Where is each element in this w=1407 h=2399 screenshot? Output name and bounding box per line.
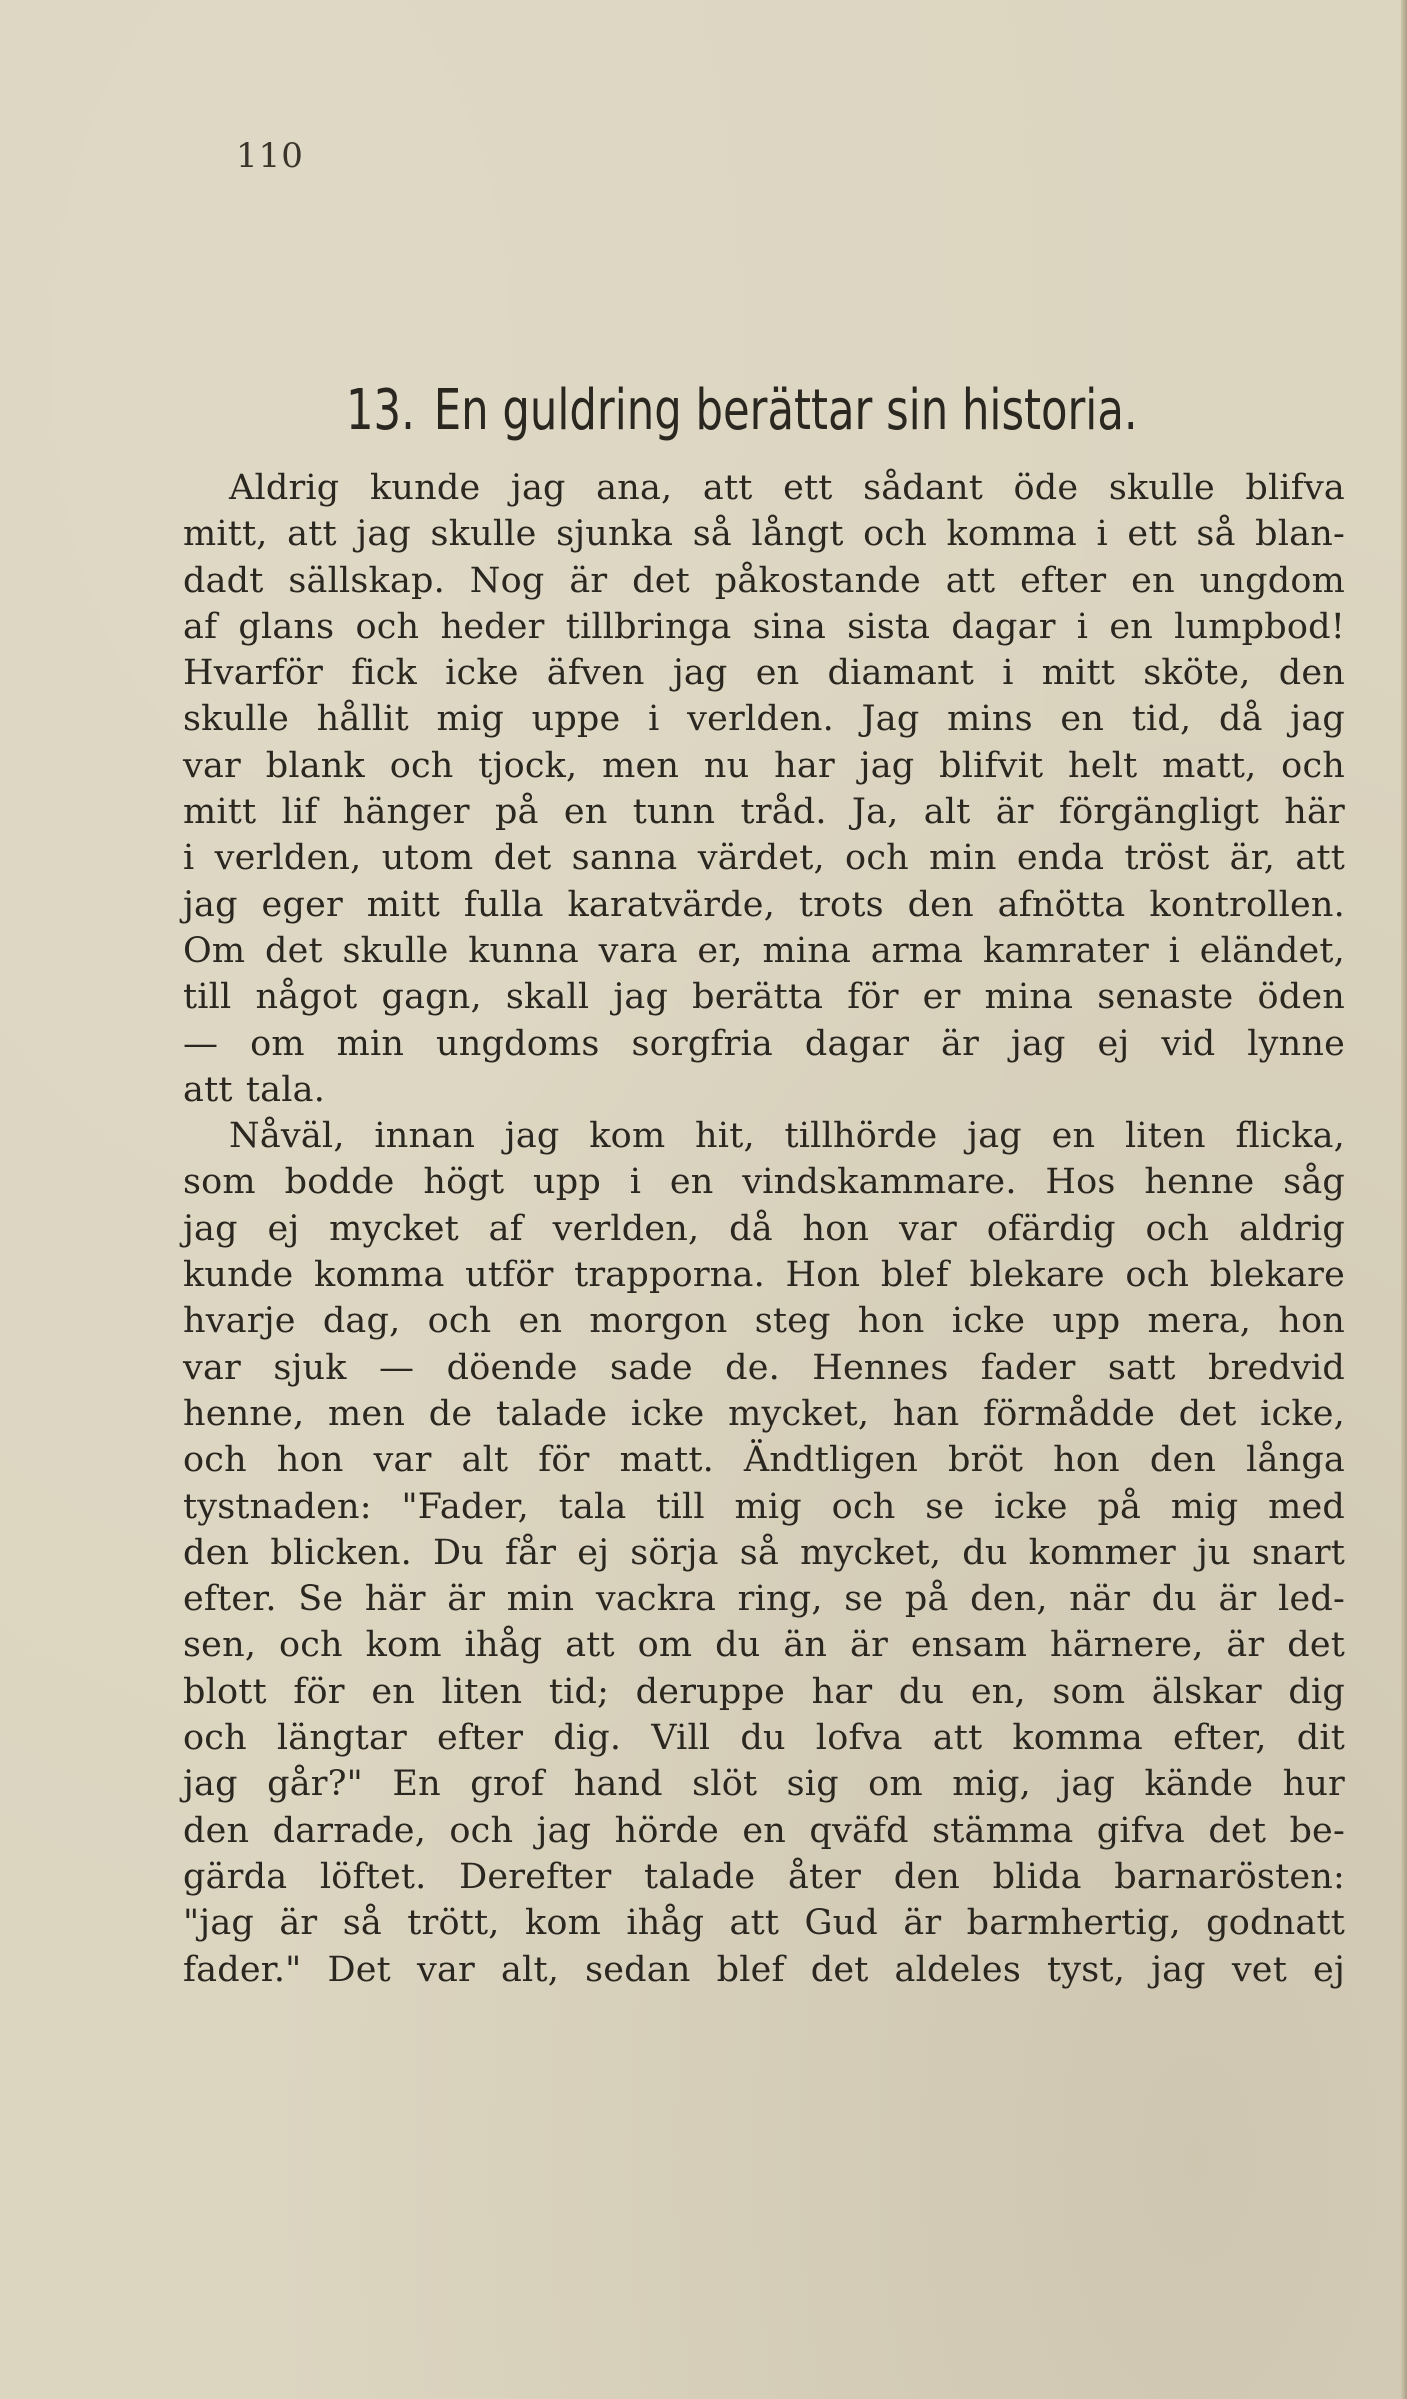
paragraph-2 (183, 1113, 1345, 1993)
text-line: den blicken. Du får ej sörja så mycket, du kommer ju snart (183, 1532, 1345, 1573)
text-line: henne, men de talade icke mycket, han förmådde det icke, (183, 1393, 1345, 1434)
text-line: var blank och tjock, men nu har jag blifvit helt matt, och (183, 745, 1345, 786)
body-text (183, 465, 1345, 1993)
text-line: dadt sällskap. Nog är det påkostande att efter en ungdom (183, 560, 1345, 601)
chapter-number: 13. (346, 378, 415, 443)
text-line: hvarje dag, och en morgon steg hon icke upp mera, hon (183, 1301, 1345, 1342)
page-edge (1401, 0, 1407, 2399)
text-line: till något gagn, skall jag berätta för er mina senaste öden (183, 977, 1345, 1018)
text-line: och längtar efter dig. Vill du lofva att komma efter, dit (183, 1718, 1345, 1759)
text-line: som bodde högt upp i en vindskammare. Hos henne såg (183, 1162, 1345, 1203)
text-line: Aldrig kunde jag ana, att ett sådant öde skulle blifva (229, 468, 1345, 508)
text-line: mitt lif hänger på en tunn tråd. Ja, alt är förgängligt här (183, 792, 1345, 833)
chapter-title: En guldring berättar sin historia. (433, 378, 1138, 443)
text-line: gärda löftet. Derefter talade åter den blida barnarösten: (183, 1856, 1345, 1897)
text-line: blott för en liten tid; deruppe har du en, som älskar dig (183, 1671, 1345, 1712)
text-line: i verlden, utom det sanna värdet, och min enda tröst är, att (183, 838, 1345, 879)
text-line: sen, och kom ihåg att om du än är ensam härnere, är det (183, 1625, 1345, 1666)
text-line: och hon var alt för matt. Ändtligen bröt hon den långa (183, 1440, 1345, 1481)
text-line: fader." Det var alt, sedan blef det aldeles tyst, jag vet ej (183, 1949, 1345, 1990)
text-line: efter. Se här är min vackra ring, se på den, när du är led- (183, 1579, 1345, 1620)
text-line: mitt, att jag skulle sjunka så långt och komma i ett så blan- (183, 514, 1345, 555)
text-line: skulle hållit mig uppe i verlden. Jag mins en tid, då jag (183, 699, 1345, 740)
text-line: att tala. (183, 1069, 326, 1110)
page-number: 110 (236, 136, 304, 176)
text-line: "jag är så trött, kom ihåg att Gud är barmhertig, godnatt (183, 1903, 1345, 1944)
text-line: af glans och heder tillbringa sina sista dagar i en lumpbod! (183, 606, 1345, 647)
text-line: den darrade, och jag hörde en qväfd stämma gifva det be- (183, 1810, 1345, 1851)
chapter-heading (346, 378, 1206, 443)
text-line: Om det skulle kunna vara er, mina arma kamrater i eländet, (183, 930, 1345, 971)
text-line: jag ej mycket af verlden, då hon var ofärdig och aldrig (183, 1208, 1345, 1249)
text-line: jag eger mitt fulla karatvärde, trots den afnötta kontrollen. (183, 884, 1345, 925)
text-line: Nåväl, innan jag kom hit, tillhörde jag en liten flicka, (229, 1116, 1345, 1157)
text-line: tystnaden: "Fader, tala till mig och se icke på mig med (183, 1486, 1345, 1527)
text-line: — om min ungdoms sorgfria dagar är jag ej vid lynne (183, 1023, 1345, 1064)
text-line: jag går?" En grof hand slöt sig om mig, jag kände hur (183, 1764, 1345, 1805)
text-line: var sjuk — döende sade de. Hennes fader satt bredvid (183, 1347, 1345, 1388)
text-line: Hvarför fick icke äfven jag en diamant i mitt sköte, den (183, 653, 1345, 694)
paragraph-1 (183, 465, 1345, 1113)
text-line: kunde komma utför trapporna. Hon blef blekare och blekare (183, 1255, 1345, 1296)
